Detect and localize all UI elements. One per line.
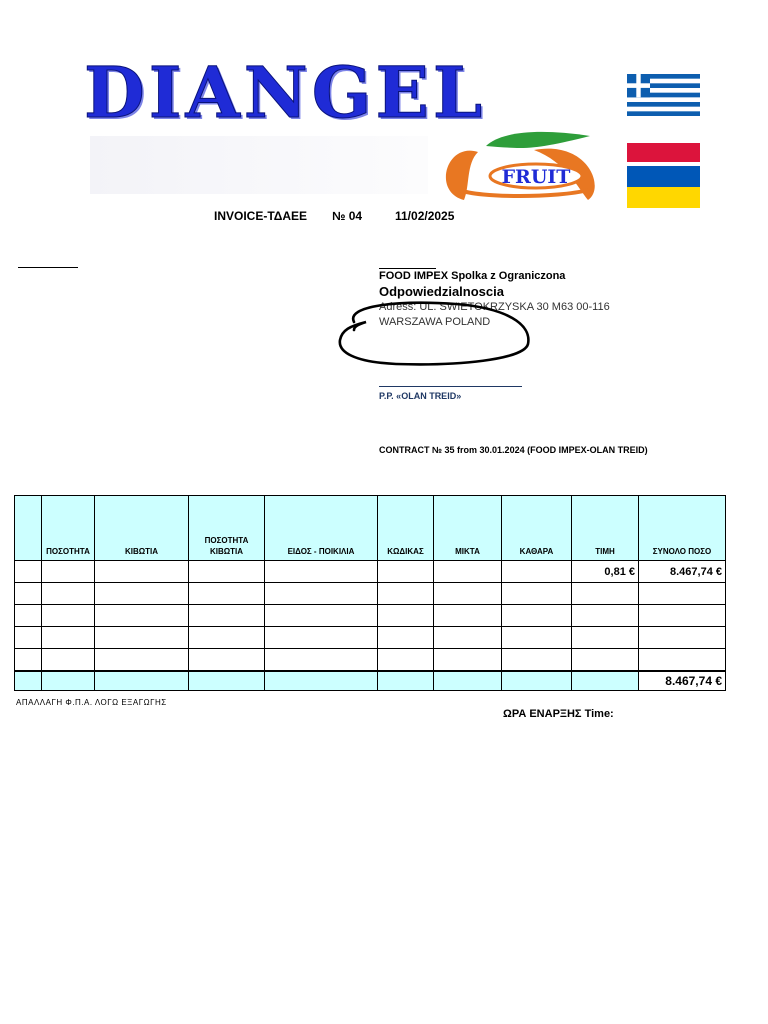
table-cell	[378, 649, 434, 672]
table-cell	[15, 627, 42, 649]
table-row	[15, 583, 726, 605]
table-cell	[15, 649, 42, 672]
table-cell	[95, 671, 189, 691]
table-cell	[265, 649, 378, 672]
table-cell	[42, 605, 95, 627]
contract-reference: CONTRACT № 35 from 30.01.2024 (FOOD IMPEX-OLAN TREID)	[379, 445, 648, 455]
grand-total-cell: 8.467,74 €	[639, 671, 726, 691]
handwritten-circle-mark	[336, 296, 536, 372]
table-cell	[639, 627, 726, 649]
table-cell	[265, 627, 378, 649]
table-cell	[189, 561, 265, 583]
recipient-address-line2: WARSZAWA POLAND	[379, 316, 491, 328]
table-cell	[502, 671, 572, 691]
table-cell	[265, 583, 378, 605]
company-logo-text: DIANGEL	[84, 51, 487, 134]
table-cell	[639, 583, 726, 605]
recipient-company-line1: FOOD IMPEX Spolka z Ograniczona	[379, 270, 566, 282]
table-cell	[639, 649, 726, 672]
table-cell	[95, 561, 189, 583]
table-cell	[572, 583, 639, 605]
table-row	[15, 605, 726, 627]
table-cell	[378, 561, 434, 583]
table-cell	[95, 649, 189, 672]
table-cell	[15, 583, 42, 605]
invoice-number: № 04	[332, 209, 363, 223]
table-cell	[15, 605, 42, 627]
column-header-code: ΚΩΔΙΚΑΣ	[378, 496, 434, 561]
table-cell	[378, 605, 434, 627]
line-total-cell: 8.467,74 €	[639, 561, 726, 583]
column-header-total: ΣΥΝΟΛΟ ΠΟΣΟ	[639, 496, 726, 561]
table-cell	[189, 605, 265, 627]
poland-flag-icon	[627, 142, 700, 162]
table-cell	[502, 605, 572, 627]
column-header-net: ΚΑΘΑΡΑ	[502, 496, 572, 561]
table-cell	[502, 627, 572, 649]
table-cell	[42, 561, 95, 583]
table-cell	[189, 583, 265, 605]
fruit-label: FRUIT	[501, 166, 571, 188]
table-cell	[378, 583, 434, 605]
table-cell	[265, 561, 378, 583]
table-cell	[434, 583, 502, 605]
invoice-date: 11/02/2025	[395, 209, 455, 223]
table-cell	[572, 649, 639, 672]
table-cell	[434, 649, 502, 672]
pp-rule	[379, 386, 522, 387]
column-header-crates: ΚΙΒΩΤΙΑ	[95, 496, 189, 561]
table-row	[15, 649, 726, 672]
price-cell: 0,81 €	[572, 561, 639, 583]
table-cell	[639, 605, 726, 627]
table-cell	[42, 583, 95, 605]
ukraine-flag-icon	[627, 166, 700, 208]
logo-faded-subtitle	[90, 136, 428, 194]
start-time-label: ΩΡΑ ΕΝΑΡΞΗΣ Time:	[503, 708, 614, 720]
leaf-icon	[486, 132, 590, 148]
invoice-table	[14, 495, 726, 691]
table-cell	[95, 627, 189, 649]
greece-flag-icon	[627, 74, 700, 116]
table-total-row	[15, 671, 726, 691]
table-cell	[189, 671, 265, 691]
table-cell	[189, 649, 265, 672]
vat-exemption-note: ΑΠΑΛΛΑΓΗ Φ.Π.Α. ΛΟΓΩ ΕΞΑΓΩΓΗΣ	[16, 698, 167, 707]
table-cell	[265, 671, 378, 691]
table-header-row	[15, 496, 726, 561]
table-cell	[15, 561, 42, 583]
column-header-price: ΤΙΜΗ	[572, 496, 639, 561]
column-header-gross: ΜΙΚΤΑ	[434, 496, 502, 561]
table-cell	[95, 605, 189, 627]
signature-line	[18, 267, 78, 268]
table-cell	[434, 627, 502, 649]
table-cell	[42, 671, 95, 691]
table-cell	[378, 627, 434, 649]
invoice-title: INVOICE-ΤΔΑΕΕ	[214, 209, 308, 223]
table-row	[15, 561, 726, 583]
fruit-logo	[438, 128, 598, 204]
column-header-crate-quantity: ΠΟΣΟΤΗΤΑ ΚΙΒΩΤΙΑ	[189, 496, 265, 561]
column-header	[15, 496, 42, 561]
table-cell	[378, 671, 434, 691]
recipient-address-line1: Adress: UL. SWIETOKRZYSKA 30 M63 00-116	[379, 301, 610, 313]
table-cell	[434, 561, 502, 583]
table-cell	[42, 627, 95, 649]
table-cell	[265, 605, 378, 627]
column-header-type-variety: ΕΙΔΟΣ - ΠΟΙΚΙΛΙΑ	[265, 496, 378, 561]
table-cell	[572, 605, 639, 627]
table-cell	[502, 649, 572, 672]
table-cell	[502, 583, 572, 605]
table-cell	[502, 561, 572, 583]
table-cell	[572, 671, 639, 691]
table-row	[15, 627, 726, 649]
table-cell	[15, 671, 42, 691]
invoice-header	[214, 209, 454, 223]
table-cell	[572, 627, 639, 649]
pp-label: P.P. «OLAN TREID»	[379, 391, 462, 401]
address-rule	[379, 268, 436, 269]
table-cell	[95, 583, 189, 605]
table-cell	[434, 605, 502, 627]
table-cell	[434, 671, 502, 691]
recipient-company-line2: Odpowiedzialnoscia	[379, 284, 504, 299]
table-cell	[189, 627, 265, 649]
table-cell	[42, 649, 95, 672]
column-header-quantity: ΠΟΣΟΤΗΤΑ	[42, 496, 95, 561]
